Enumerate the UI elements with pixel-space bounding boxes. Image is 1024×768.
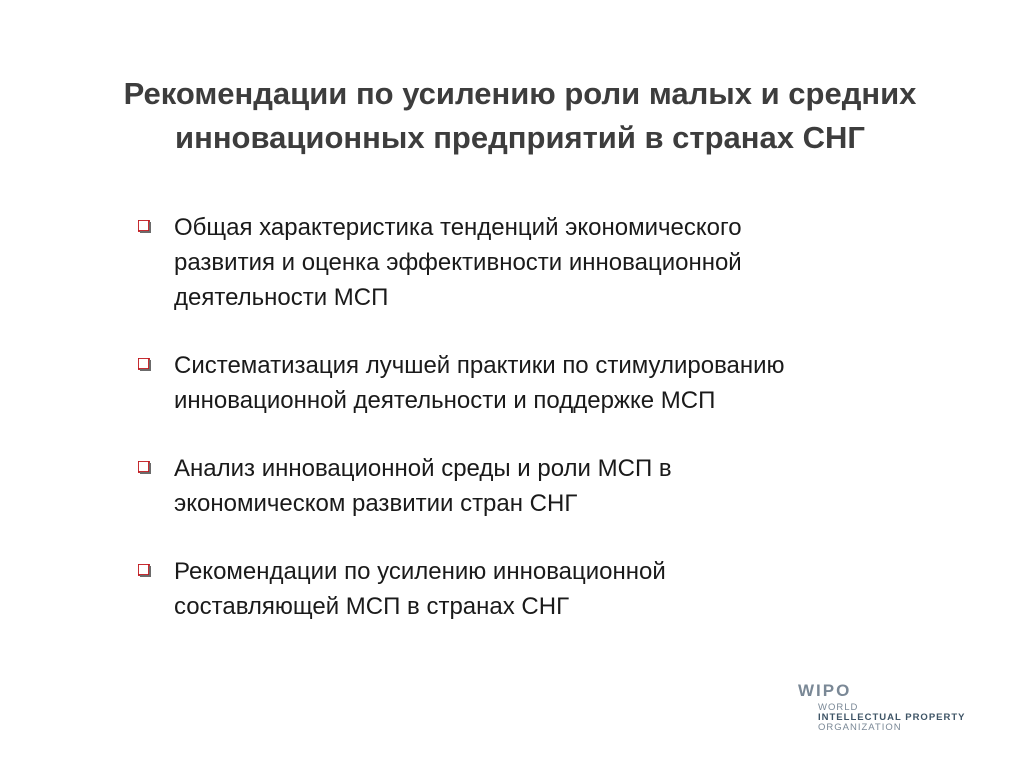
checkbox-bullet-icon: [138, 358, 151, 371]
wipo-logo: [798, 682, 998, 738]
bullet-item-4: [136, 554, 936, 624]
checkbox-bullet-icon: [138, 220, 151, 233]
bullet-item-3: [136, 451, 936, 521]
slide-title-line-2: инновационных предприятий в странах СНГ: [175, 120, 865, 155]
bullet-2-line-2: инновационной деятельности и поддержке МСП: [174, 387, 716, 414]
bullet-4-line-2: составляющей МСП в странах СНГ: [174, 593, 570, 620]
bullet-list: [136, 210, 936, 624]
bullet-4-line-1: Рекомендации по усилению инновационной: [174, 558, 666, 585]
wipo-acronym: WIPO: [798, 681, 852, 700]
bullet-3-line-2: экономическом развитии стран СНГ: [174, 490, 578, 517]
wipo-logo-line-2: INTELLECTUAL PROPERTY: [818, 712, 966, 723]
checkbox-bullet-icon: [138, 564, 151, 577]
wipo-logo-line-1: WORLD: [818, 702, 859, 713]
checkbox-bullet-icon: [138, 461, 151, 474]
bullet-2-line-1: Систематизация лучшей практики по стимулированию: [174, 352, 785, 379]
wipo-logo-line-3: ORGANIZATION: [818, 722, 902, 733]
bullet-item-1: [136, 210, 936, 315]
bullet-1-line-2: развития и оценка эффективности инновационной: [174, 249, 742, 276]
bullet-item-2: [136, 348, 936, 418]
bullet-1-line-1: Общая характеристика тенденций экономического: [174, 214, 742, 241]
slide-title: [60, 72, 980, 160]
bullet-3-line-1: Анализ инновационной среды и роли МСП в: [174, 455, 672, 482]
slide-title-line-1: Рекомендации по усилению роли малых и средних: [123, 76, 917, 111]
bullet-1-line-3: деятельности МСП: [174, 284, 389, 311]
